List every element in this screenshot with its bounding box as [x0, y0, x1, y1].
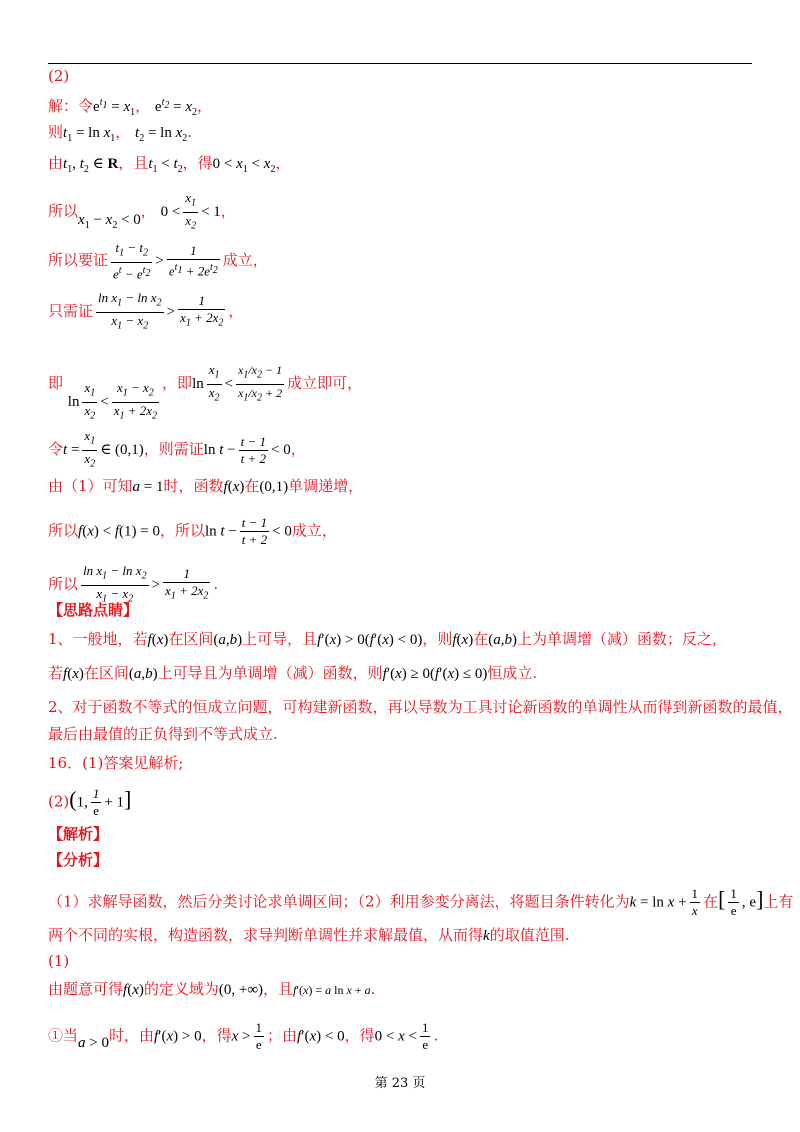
solution-line-10: 所以f(x) < f(1) = 0，所以ln t − $\frac{t - 1}{t + 2}$ < 0成立，: [48, 515, 337, 547]
part-1-label: (1): [48, 952, 70, 970]
section-heading-analysis: 【解析】: [48, 825, 109, 843]
tips-line-3: 2、对于函数不等式的恒成立问题，可构建新函数，再以导数为工具讨论新函数的单调性从而得到新函数的最值，: [48, 698, 793, 716]
section-heading-tips: 【思路点睛】: [48, 601, 139, 619]
analysis-line-2: 两个不同的实根，构造函数，求导判断单调性并求解最值，从而得k的取值范围.: [48, 926, 570, 944]
solution-line-8: 令t = $\frac{x_1}{x_2}$ ∈ (0,1)，则需证ln t − $\frac{t - 1}{t + 2}$ < 0，: [48, 428, 306, 470]
solution-line-4: 所以$x_1 - x_2 < 0$， 0 < $\frac{x_1}{x_2}$ < 1，: [48, 190, 236, 232]
part-1-line-2: ①当a > 0时，由f′(x) > 0，得x > $\frac{1}{e}$ ；由f′(x) < 0，得0 < x < $\frac{1}{e}$ .: [48, 1020, 439, 1052]
part-1-line-1: 由题意可得f(x)的定义域为(0, +∞)，且f′(x) = a ln x + a.: [48, 980, 376, 998]
solution-line-9: 由（1）可知a = 1时，函数f(x)在(0,1)单调递增，: [48, 477, 364, 495]
solution-line-7: 即 ln $\frac{x_1}{x_2}$ < $\frac{x_1 - x_2}{x_1 + 2x_2}$ ，即ln $\frac{x_1}{x_2}$ < $\frac{x_1/x_2 - 1}{x_1/x_2 + 2}$ 成立即可，: [48, 362, 363, 422]
solution-line-5: 所以要证 $\frac{t_1 - t_2}{e^t - e^{t_2}}$ > $\frac{1}{e^{t_1} + 2e^{t_2}}$ 成立，: [48, 240, 268, 281]
question-16-answer: 16．(1)答案见解析;: [48, 754, 184, 772]
solution-line-1: 解：令$e^{t_1} = x_1$， $e^{t_2} = x_2$，: [48, 97, 212, 118]
page-number: 第 23 页: [374, 1076, 426, 1091]
part-label: (2): [48, 67, 70, 85]
solution-line-11: 所以 $\frac{\ln x_1 - \ln x_2}{x_1 - x_2}$ > $\frac{1}{x_1 + 2x_2}$ .: [48, 563, 219, 605]
tips-line-1: 1、一般地，若f(x)在区间(a,b)上可导，且f′(x) > 0(f′(x) < 0)，则f(x)在(a,b)上为单调增（减）函数；反之，: [48, 630, 727, 648]
solution-line-6: 只需证 $\frac{\ln x_1 - \ln x_2}{x_1 - x_2}$ > $\frac{1}{x_1 + 2x_2}$ ，: [48, 290, 244, 332]
tips-line-2: 若f(x)在区间(a,b)上可导且为单调增（减）函数，则f′(x) ≥ 0(f′(x) ≤ 0)恒成立.: [48, 664, 538, 682]
section-heading-breakdown: 【分析】: [48, 851, 109, 869]
question-16-part-2: (2)(1, $\frac{1}{e}$ + 1]: [48, 786, 132, 818]
header-rule: [48, 63, 752, 64]
solution-line-3: 由$t_1$, $t_2$ ∈ R，且$t_1 < t_2$，得$0 < x_1 < x_2$，: [48, 154, 291, 175]
solution-line-2: 则$t_1 = \ln x_1$， $t_2 = \ln x_2$.: [48, 123, 193, 144]
analysis-line-1: （1）求解导函数，然后分类讨论求单调区间；（2）利用参变分离法，将题目条件转化为k = ln x + $\frac{1}{x}$ 在[ $\frac{1}{e}$ , e]上有: [48, 886, 794, 918]
tips-line-4: 最后由最值的正负得到不等式成立.: [48, 725, 278, 743]
